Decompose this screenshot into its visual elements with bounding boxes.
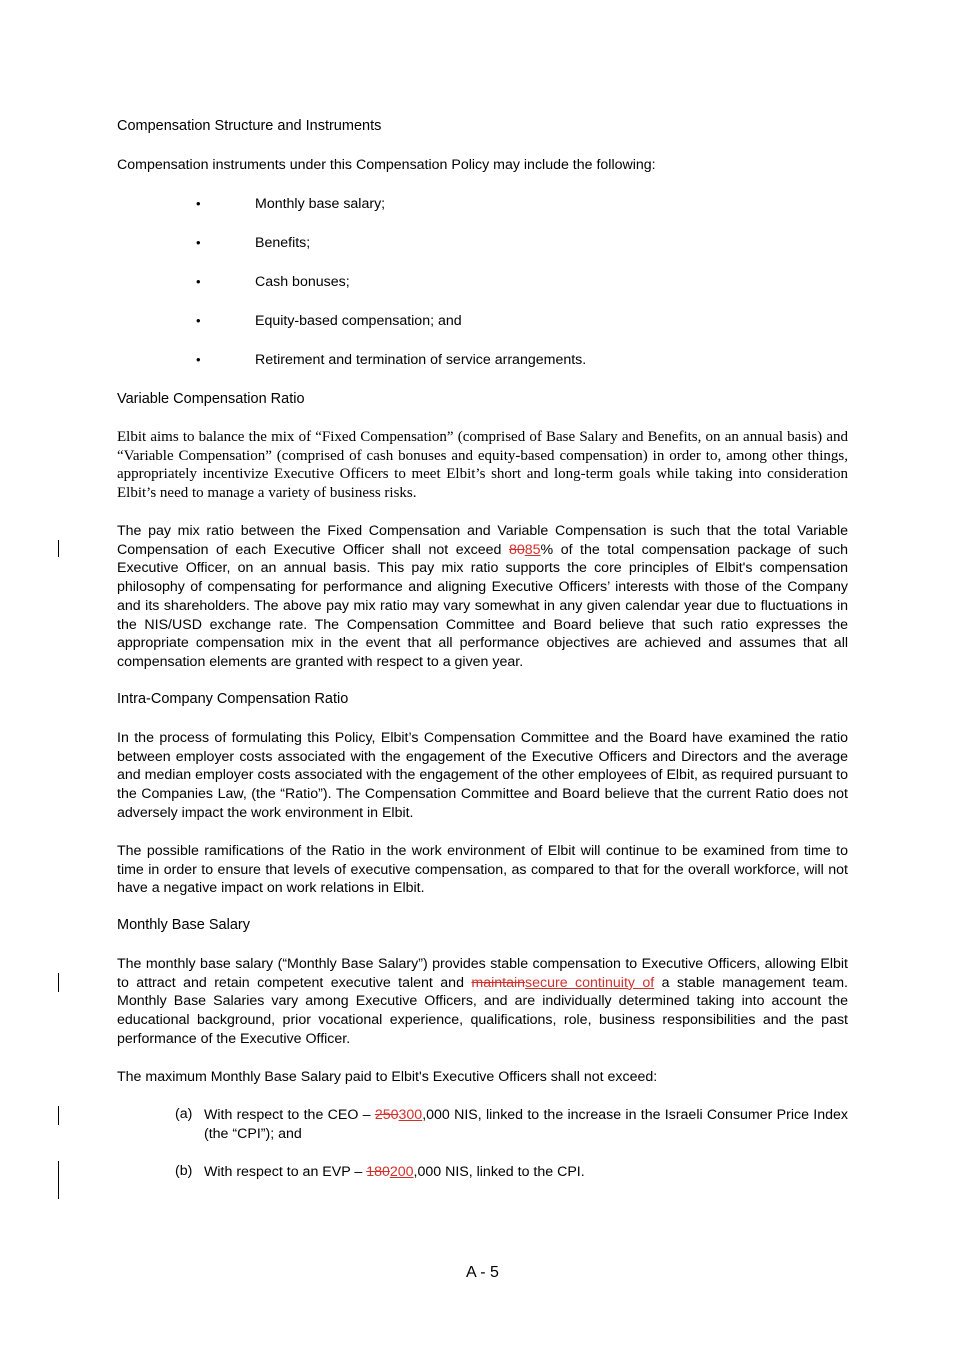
- deleted-text: 180: [366, 1164, 390, 1180]
- bullet-icon: •: [196, 313, 201, 328]
- base-salary-paragraph: The monthly base salary (“Monthly Base Salary”) provides stable compensation to Executive Officers, allowing Elbit to attract and retain competent executive talent and maintainsecure continuity of a stable management team. Monthly Base Salaries vary among Executive Officers, and are individually determined taking into account the educational background, prior vocational experience, qualifications, role, business responsibilities and the past performance of the Executive Officer.: [117, 956, 848, 1047]
- list-item: Equity-based compensation; and: [255, 313, 462, 329]
- heading-monthly-base-salary: Monthly Base Salary: [117, 917, 250, 933]
- inserted-text: 85: [524, 541, 541, 558]
- bullet-icon: •: [196, 235, 201, 250]
- list-item: Cash bonuses;: [255, 274, 350, 290]
- page-number: A - 5: [466, 1264, 499, 1281]
- inserted-text: 300: [398, 1107, 423, 1123]
- evp-limit-item: With respect to an EVP – 180200,000 NIS, linked to the CPI.: [204, 1164, 585, 1180]
- change-bar: [58, 973, 59, 992]
- change-bar: [58, 1106, 59, 1125]
- deleted-text: 250: [374, 1107, 399, 1123]
- item-label-b: (b): [175, 1163, 193, 1179]
- bullet-icon: •: [196, 352, 201, 367]
- inserted-text: secure continuity of: [525, 974, 655, 991]
- deleted-text: 80: [508, 541, 525, 558]
- intra-paragraph-2: The possible ramifications of the Ratio in the work environment of Elbit will continue to be examined from time to time in order to ensure that levels of executive compensation, as compared to that for the overall workforce, will not have a negative impact on work relations in Elbit.: [117, 843, 848, 897]
- max-salary-intro: The maximum Monthly Base Salary paid to Elbit's Executive Officers shall not exceed:: [117, 1069, 658, 1085]
- list-item: Benefits;: [255, 235, 311, 251]
- heading-variable-ratio: Variable Compensation Ratio: [117, 391, 305, 407]
- variable-paragraph-2: The pay mix ratio between the Fixed Compensation and Variable Compensation is such that the total Variable Compensation of each Executive Officer shall not exceed 8085% of the total compensation package of such Executive Officer, on an annual basis. This pay mix ratio supports the core principles of Elbit's compensation philosophy of compensating for performance and aligning Executive Officers’ interests with those of the Company and its shareholders. The above pay mix ratio may vary somewhat in any given calendar year due to fluctuations in the NIS/USD exchange rate. The Compensation Committee and Board believe that such ratio expresses the appropriate compensation mix in the event that all performance objectives are achieved and assumes that all compensation elements are granted with respect to a given year.: [117, 523, 848, 670]
- ceo-limit-item: With respect to the CEO – 250300,000 NIS, linked to the increase in the Israeli Consumer Price Index (the “CPI”); and: [204, 1107, 848, 1142]
- instruments-intro: Compensation instruments under this Compensation Policy may include the following:: [117, 157, 656, 173]
- list-item: Monthly base salary;: [255, 196, 386, 212]
- deleted-text: maintain: [471, 974, 526, 991]
- inserted-text: 200: [389, 1164, 414, 1180]
- heading-intra-company: Intra-Company Compensation Ratio: [117, 691, 349, 707]
- item-label-a: (a): [175, 1106, 193, 1122]
- change-bar: [58, 540, 59, 557]
- list-item: Retirement and termination of service arrangements.: [255, 352, 587, 368]
- heading-compensation-structure: Compensation Structure and Instruments: [117, 118, 382, 134]
- variable-paragraph-1: Elbit aims to balance the mix of “Fixed Compensation” (comprised of Base Salary and Benefits, on an annual basis) and “Variable Compensation” (comprised of cash bonuses and equity-based compensation) in order to, among other things, appropriately incentivize Executive Officers to meet Elbit’s short and long-term goals while taking into consideration Elbit’s need to manage a variety of business risks.: [117, 429, 848, 502]
- bullet-icon: •: [196, 196, 201, 211]
- bullet-icon: •: [196, 274, 201, 289]
- change-bar: [58, 1161, 59, 1199]
- intra-paragraph-1: In the process of formulating this Policy, Elbit’s Compensation Committee and the Board have examined the ratio between employer costs associated with the engagement of the Executive Officers and Directors and the average and median employer costs associated with the engagement of the other employees of Elbit, as required pursuant to the Companies Law, (the “Ratio”). The Compensation Committee and Board believe that the current Ratio does not adversely impact the work environment in Elbit.: [117, 730, 848, 821]
